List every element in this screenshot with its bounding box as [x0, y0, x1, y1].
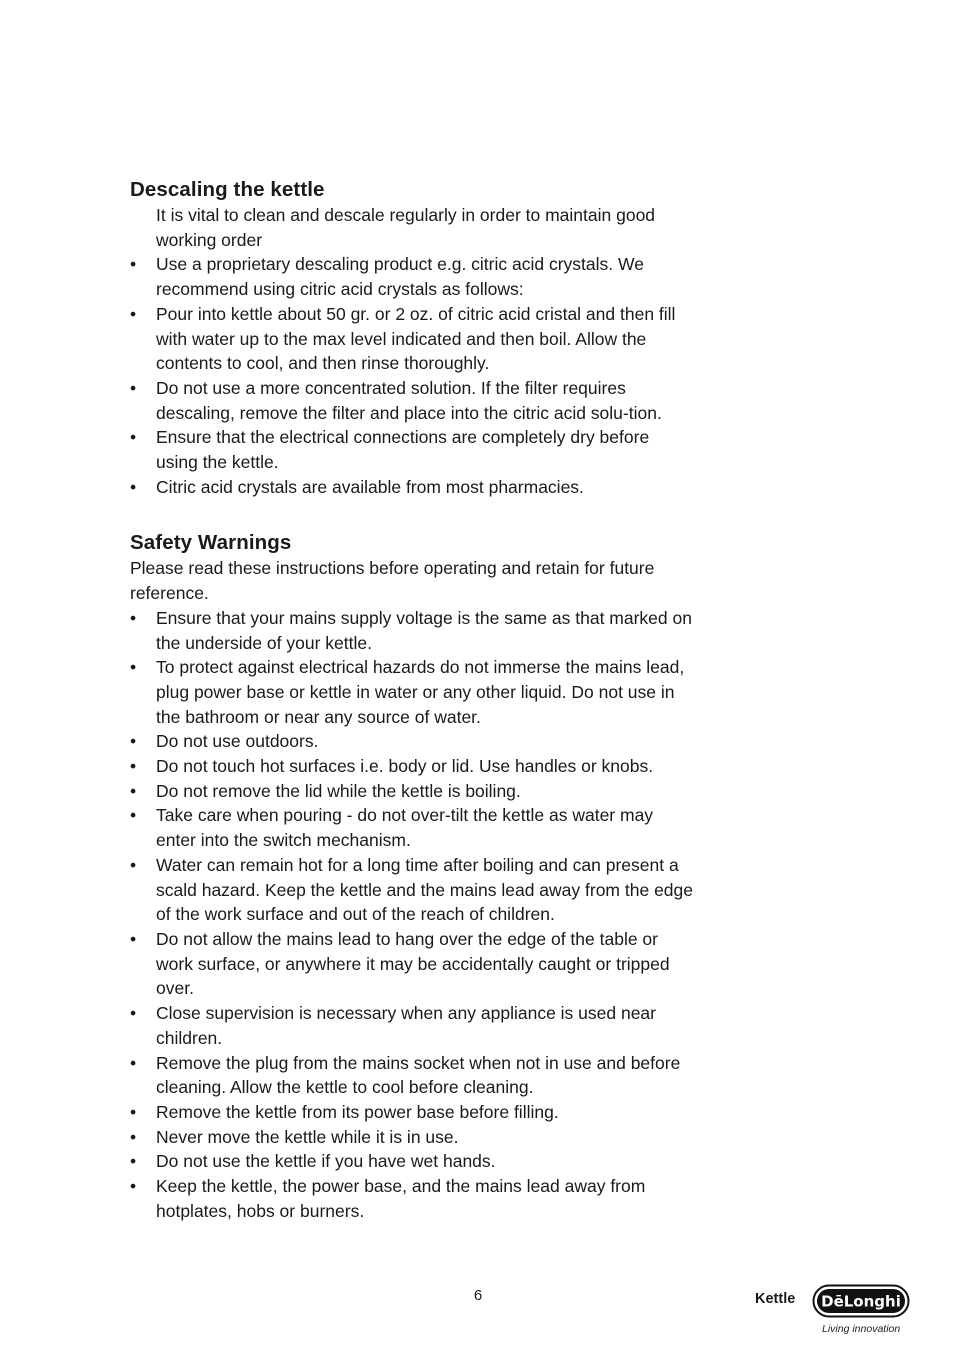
- bullet-icon: •: [130, 731, 137, 752]
- list-item: [130, 606, 695, 655]
- bullet-icon: •: [130, 254, 137, 275]
- page-number: 6: [473, 1287, 483, 1304]
- list-item-text: To protect against electrical hazards do not immerse the mains lead, plug power base or kettle in water or any other liquid. Do not use in the bathroom or near any source of water.: [156, 657, 685, 727]
- list-item-text: Citric acid crystals are available from most pharmacies.: [156, 476, 584, 497]
- list-item: [130, 655, 695, 729]
- list-item: [130, 1149, 695, 1174]
- bullet-icon: •: [130, 1003, 137, 1024]
- list-item-text: Do not allow the mains lead to hang over the edge of the table or work surface, or anywhere it may be accidentally caught or tripped over.: [156, 928, 670, 999]
- list-item: [130, 803, 695, 852]
- bullet-icon: •: [130, 1151, 137, 1172]
- list-item-text: Take care when pouring - do not over-tilt the kettle as water may enter into the switch mechanism.: [156, 805, 654, 851]
- section: [130, 530, 695, 1223]
- section-intro: Please read these instructions before operating and retain for future reference.: [130, 558, 655, 604]
- list-item: [130, 302, 695, 376]
- list-item-text: Keep the kettle, the power base, and the mains lead away from hotplates, hobs or burners.: [156, 1176, 646, 1221]
- delonghi-logo: [812, 1284, 910, 1318]
- list-item: [130, 1001, 695, 1050]
- brand-tagline: Living innovation: [822, 1323, 901, 1335]
- list-item-text: Use a proprietary descaling product e.g. citric acid crystals. We recommend using citric acid crystals as follows:: [156, 254, 644, 300]
- list-item: [130, 376, 695, 425]
- bullet-icon: •: [130, 780, 137, 801]
- bullet-icon: •: [130, 1101, 137, 1122]
- list-item-text: Water can remain hot for a long time after boiling and can present a scald hazard. Keep the kettle and the mains lead away from the edge of the work surface and out of the reach of children.: [156, 854, 693, 925]
- list-item-text: Remove the kettle from its power base before filling.: [156, 1101, 559, 1122]
- list-item-text: Do not remove the lid while the kettle is boiling.: [156, 780, 521, 801]
- list-item: [130, 1174, 695, 1223]
- list-item-text: Close supervision is necessary when any appliance is used near children.: [156, 1003, 656, 1048]
- list-item-text: Ensure that the electrical connections are completely dry before using the kettle.: [156, 427, 650, 473]
- list-item-text: Ensure that your mains supply voltage is the same as that marked on the underside of your kettle.: [156, 607, 692, 653]
- bullet-list: [130, 606, 695, 1224]
- list-item: [130, 252, 695, 301]
- list-item-text: Remove the plug from the mains socket when not in use and before cleaning. Allow the kettle to cool before cleaning.: [156, 1052, 681, 1098]
- list-item-text: Pour into kettle about 50 gr. or 2 oz. of citric acid cristal and then fill with water up to the max level indicated and then boil. Allow the contents to cool, and then rinse thoroughly.: [156, 303, 676, 374]
- list-item: [130, 1100, 695, 1125]
- list-item-text: Do not use outdoors.: [156, 731, 319, 752]
- section: [130, 177, 695, 499]
- bullet-icon: •: [130, 854, 137, 875]
- list-item-text: Never move the kettle while it is in use.: [156, 1126, 459, 1147]
- bullet-icon: •: [130, 756, 137, 777]
- section-title: Safety Warnings: [130, 531, 292, 555]
- document-body: [130, 177, 695, 1223]
- bullet-icon: •: [130, 427, 137, 448]
- list-item-text: Do not use a more concentrated solution. If the filter requires descaling, remove the filter and place into the citric acid solu-tion.: [156, 377, 662, 423]
- bullet-icon: •: [130, 1126, 137, 1147]
- list-item-text: Do not use the kettle if you have wet hands.: [156, 1151, 496, 1172]
- bullet-icon: •: [130, 657, 137, 678]
- section-spacer: [130, 499, 695, 530]
- bullet-icon: •: [130, 303, 137, 324]
- list-item: [130, 425, 695, 474]
- bullet-icon: •: [130, 928, 137, 949]
- section-intro: It is vital to clean and descale regularly in order to maintain good working order: [156, 205, 656, 250]
- bullet-icon: •: [130, 805, 137, 826]
- product-label: Kettle: [755, 1291, 796, 1307]
- list-item: [130, 1125, 695, 1150]
- list-item-text: Do not touch hot surfaces i.e. body or lid. Use handles or knobs.: [156, 756, 654, 777]
- bullet-icon: •: [130, 1052, 137, 1073]
- bullet-icon: •: [130, 377, 137, 398]
- list-item: [130, 754, 695, 779]
- list-item: [130, 1051, 695, 1100]
- list-item: [130, 729, 695, 754]
- list-item: [130, 475, 695, 500]
- brand-name: DēLonghi: [821, 1292, 901, 1311]
- bullet-icon: •: [130, 1176, 137, 1197]
- section-title: Descaling the kettle: [130, 178, 325, 201]
- bullet-icon: •: [130, 607, 137, 628]
- list-item: [130, 779, 695, 804]
- bullet-list: [130, 252, 695, 499]
- list-item: [130, 927, 695, 1001]
- list-item: [130, 853, 695, 927]
- bullet-icon: •: [130, 476, 137, 497]
